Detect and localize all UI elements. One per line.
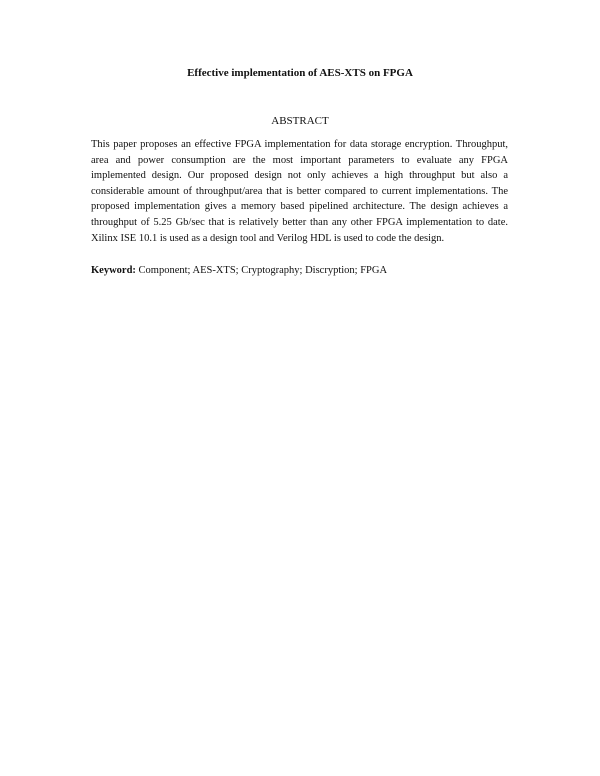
keywords-list: Component; AES-XTS; Cryptography; Discryption; FPGA (138, 265, 388, 276)
abstract-paragraph: This paper proposes an effective FPGA implementation for data storage encryption. Throughput, area and power consumption are the most important parameters to evaluate any FPGA implemented design. Our proposed design not only achieves a high throughput but also a considerable amount of throughput/area that is better compared to current implementations. The proposed implementation gives a memory based pipelined architecture. The design achieves a throughput of 5.25 Gb/sec that is relatively better than any other FPGA implementation to date. Xilinx ISE 10.1 is used as a design tool and Verilog HDL is used to code the design. (91, 139, 508, 244)
keywords-label: Keyword: (91, 265, 136, 276)
abstract-heading: ABSTRACT (271, 115, 329, 127)
paper-title: Effective implementation of AES-XTS on FPGA (187, 67, 413, 79)
keywords-line (91, 264, 508, 278)
